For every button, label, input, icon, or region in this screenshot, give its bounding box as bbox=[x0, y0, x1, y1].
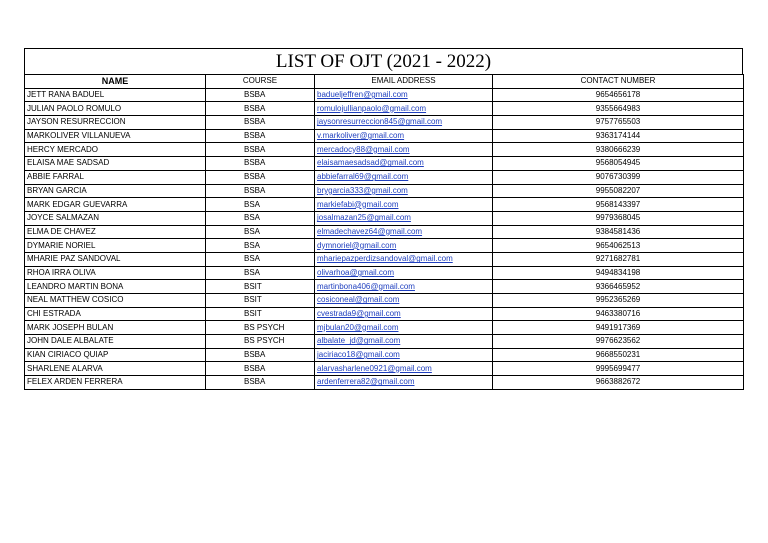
email-link[interactable]: alarvasharlene0921@gmail.com bbox=[317, 363, 432, 373]
course-cell: BSIT bbox=[206, 294, 315, 308]
email-link[interactable]: ardenferrera82@gmail.com bbox=[317, 377, 415, 387]
course-cell: BS PSYCH bbox=[206, 321, 315, 335]
email-link[interactable]: jaciriaco18@gmail.com bbox=[317, 350, 400, 360]
ojt-table bbox=[24, 74, 744, 390]
email-link[interactable]: albalate_jd@gmail.com bbox=[317, 336, 401, 346]
table-row bbox=[25, 252, 744, 266]
table-row bbox=[25, 239, 744, 253]
contact-cell: 9366465952 bbox=[493, 280, 744, 294]
contact-cell: 9663882672 bbox=[493, 376, 744, 390]
name-cell: ELAISA MAE SADSAD bbox=[25, 157, 206, 171]
column-header-name: NAME bbox=[25, 75, 206, 89]
course-cell: BSA bbox=[206, 266, 315, 280]
name-cell: LEANDRO MARTIN BONA bbox=[25, 280, 206, 294]
table-row bbox=[25, 129, 744, 143]
contact-cell: 9463380716 bbox=[493, 307, 744, 321]
email-link[interactable]: elmadechavez64@gmail.com bbox=[317, 226, 423, 236]
contact-cell: 9491917369 bbox=[493, 321, 744, 335]
course-cell: BSBA bbox=[206, 376, 315, 390]
course-cell: BSBA bbox=[206, 116, 315, 130]
email-link[interactable]: elaisamaesadsad@gmail.com bbox=[317, 158, 424, 168]
course-cell: BS PSYCH bbox=[206, 335, 315, 349]
email-link[interactable]: mjbulan20@gmail.com bbox=[317, 322, 399, 332]
spreadsheet bbox=[24, 48, 743, 390]
contact-cell: 9271682781 bbox=[493, 252, 744, 266]
name-cell: FELEX ARDEN FERRERA bbox=[25, 376, 206, 390]
course-cell: BSBA bbox=[206, 170, 315, 184]
name-cell: SHARLENE ALARVA bbox=[25, 362, 206, 376]
table-row bbox=[25, 198, 744, 212]
column-header-email: EMAIL ADDRESS bbox=[315, 75, 493, 89]
table-row bbox=[25, 211, 744, 225]
email-link[interactable]: mercadocy88@gmail.com bbox=[317, 144, 410, 154]
email-link[interactable]: dymnoriel@gmail.com bbox=[317, 240, 397, 250]
name-cell: HERCY MERCADO bbox=[25, 143, 206, 157]
email-link[interactable]: olivarhoa@gmail.com bbox=[317, 267, 395, 277]
course-cell: BSA bbox=[206, 211, 315, 225]
email-link[interactable]: markiefabi@gmail.com bbox=[317, 199, 399, 209]
name-cell: JAYSON RESURRECCION bbox=[25, 116, 206, 130]
email-link[interactable]: v.markoliver@gmail.com bbox=[317, 131, 405, 141]
name-cell: KIAN CIRIACO QUIAP bbox=[25, 348, 206, 362]
table-row bbox=[25, 280, 744, 294]
contact-cell: 9757765503 bbox=[493, 116, 744, 130]
contact-cell: 9380666239 bbox=[493, 143, 744, 157]
course-cell: BSBA bbox=[206, 102, 315, 116]
course-cell: BSBA bbox=[206, 129, 315, 143]
table-row bbox=[25, 376, 744, 390]
course-cell: BSBA bbox=[206, 362, 315, 376]
name-cell: ELMA DE CHAVEZ bbox=[25, 225, 206, 239]
name-cell: JOYCE SALMAZAN bbox=[25, 211, 206, 225]
sheet-title: LIST OF OJT (2021 - 2022) bbox=[24, 48, 743, 74]
contact-cell: 9494834198 bbox=[493, 266, 744, 280]
name-cell: CHI ESTRADA bbox=[25, 307, 206, 321]
course-cell: BSIT bbox=[206, 307, 315, 321]
course-cell: BSBA bbox=[206, 143, 315, 157]
contact-cell: 9568143397 bbox=[493, 198, 744, 212]
name-cell: NEAL MATTHEW COSICO bbox=[25, 294, 206, 308]
name-cell: MARK EDGAR GUEVARRA bbox=[25, 198, 206, 212]
table-row bbox=[25, 184, 744, 198]
course-cell: BSIT bbox=[206, 280, 315, 294]
email-link[interactable]: josalmazan25@gmail.com bbox=[317, 213, 411, 223]
email-link[interactable]: martinbona406@gmail.com bbox=[317, 281, 415, 291]
name-cell: RHOA IRRA OLIVA bbox=[25, 266, 206, 280]
contact-cell: 9568054945 bbox=[493, 157, 744, 171]
table-row bbox=[25, 143, 744, 157]
course-cell: BSBA bbox=[206, 88, 315, 102]
name-cell: JULIAN PAOLO ROMULO bbox=[25, 102, 206, 116]
name-cell: MHARIE PAZ SANDOVAL bbox=[25, 252, 206, 266]
table-row bbox=[25, 266, 744, 280]
column-header-course: COURSE bbox=[206, 75, 315, 89]
contact-cell: 9654656178 bbox=[493, 88, 744, 102]
name-cell: MARK JOSEPH BULAN bbox=[25, 321, 206, 335]
table-row bbox=[25, 307, 744, 321]
course-cell: BSBA bbox=[206, 157, 315, 171]
table-row bbox=[25, 170, 744, 184]
name-cell: BRYAN GARCIA bbox=[25, 184, 206, 198]
course-cell: BSBA bbox=[206, 184, 315, 198]
table-row bbox=[25, 88, 744, 102]
table-row bbox=[25, 335, 744, 349]
contact-cell: 9363174144 bbox=[493, 129, 744, 143]
course-cell: BSA bbox=[206, 252, 315, 266]
email-link[interactable]: jaysonresurreccion845@gmail.com bbox=[317, 117, 443, 127]
name-cell: DYMARIE NORIEL bbox=[25, 239, 206, 253]
name-cell: MARKOLIVER VILLANUEVA bbox=[25, 129, 206, 143]
email-link[interactable]: abbiefarral69@gmail.com bbox=[317, 172, 409, 182]
contact-cell: 9076730399 bbox=[493, 170, 744, 184]
email-link[interactable]: badueljeffren@gmail.com bbox=[317, 90, 408, 100]
contact-cell: 9384581436 bbox=[493, 225, 744, 239]
email-link[interactable]: mhariepazperdizsandoval@gmail.com bbox=[317, 254, 453, 264]
contact-cell: 9355664983 bbox=[493, 102, 744, 116]
table-row bbox=[25, 116, 744, 130]
name-cell: ABBIE FARRAL bbox=[25, 170, 206, 184]
table-row bbox=[25, 348, 744, 362]
contact-cell: 9952365269 bbox=[493, 294, 744, 308]
column-header-contact: CONTACT NUMBER bbox=[493, 75, 744, 89]
contact-cell: 9955082207 bbox=[493, 184, 744, 198]
email-link[interactable]: cvestrada9@gmail.com bbox=[317, 309, 401, 319]
contact-cell: 9979368045 bbox=[493, 211, 744, 225]
email-link[interactable]: romulojullianpaolo@gmail.com bbox=[317, 103, 427, 113]
course-cell: BSA bbox=[206, 239, 315, 253]
email-link[interactable]: cosiconeal@gmail.com bbox=[317, 295, 400, 305]
name-cell: JOHN DALE ALBALATE bbox=[25, 335, 206, 349]
table-row bbox=[25, 362, 744, 376]
table-row bbox=[25, 102, 744, 116]
name-cell: JETT RANA BADUEL bbox=[25, 88, 206, 102]
course-cell: BSBA bbox=[206, 348, 315, 362]
table-row bbox=[25, 321, 744, 335]
header-row bbox=[25, 75, 744, 89]
table-row bbox=[25, 225, 744, 239]
contact-cell: 9668550231 bbox=[493, 348, 744, 362]
contact-cell: 9654062513 bbox=[493, 239, 744, 253]
email-link[interactable]: brygarcia333@gmail.com bbox=[317, 185, 408, 195]
contact-cell: 9976623562 bbox=[493, 335, 744, 349]
table-row bbox=[25, 294, 744, 308]
course-cell: BSA bbox=[206, 225, 315, 239]
table-row bbox=[25, 157, 744, 171]
course-cell: BSA bbox=[206, 198, 315, 212]
contact-cell: 9995699477 bbox=[493, 362, 744, 376]
